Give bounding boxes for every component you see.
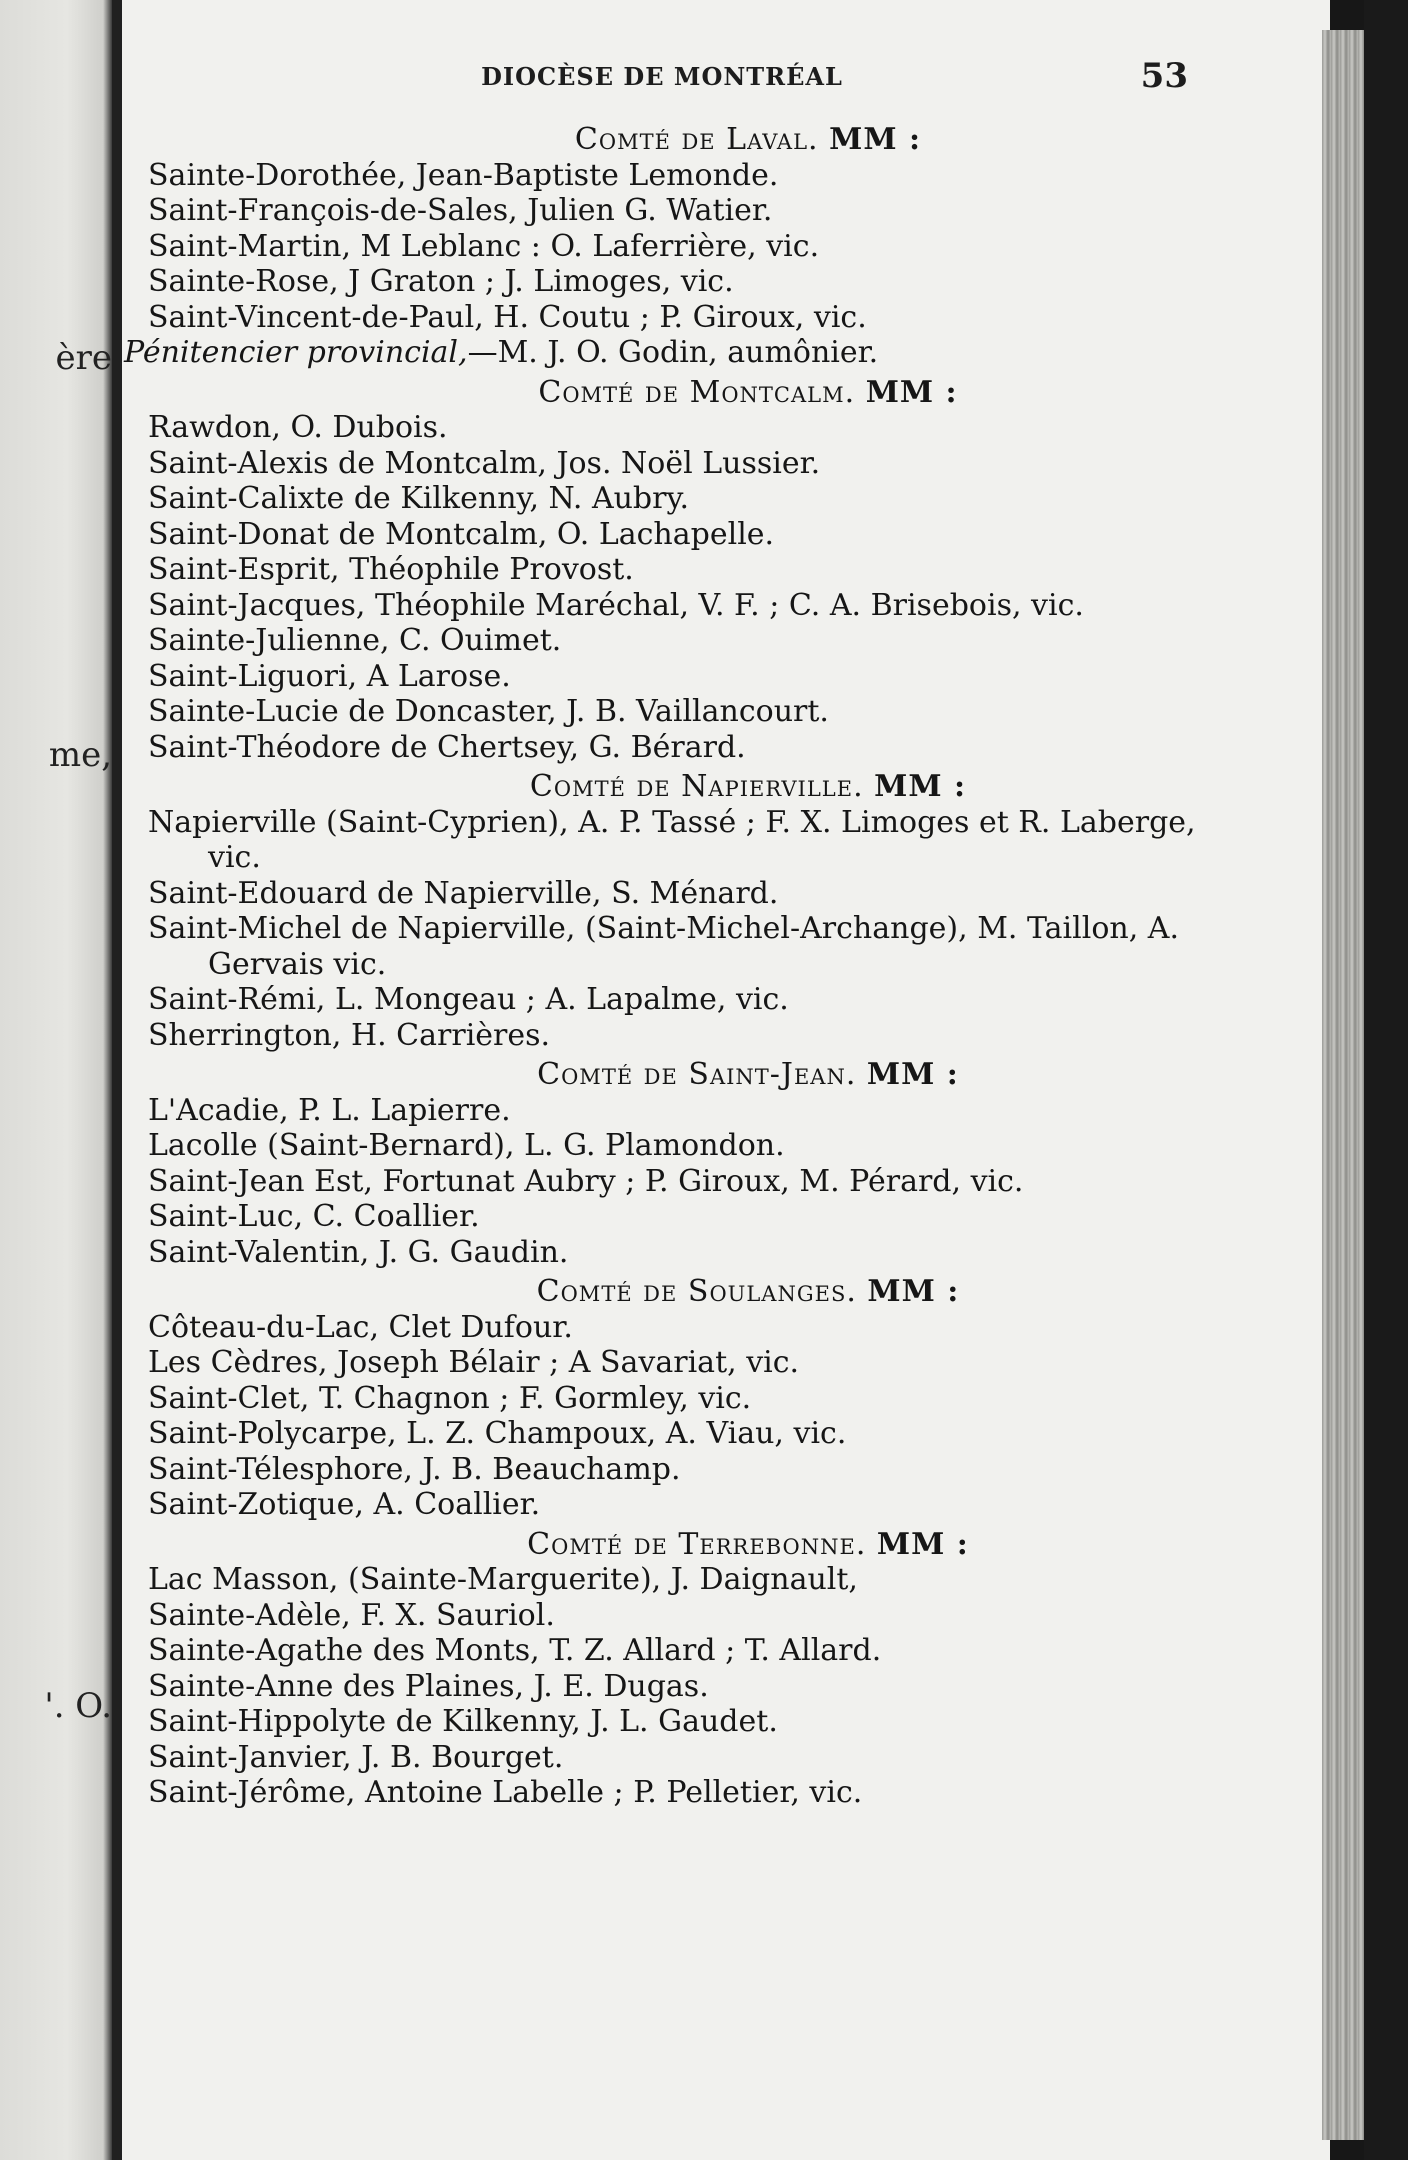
parish-entry: Saint-Jacques, Théophile Maréchal, V. F. ; C. A. Brisebois, vic. (148, 587, 1084, 623)
page-stack-edge (1322, 30, 1364, 2140)
parish-entry: Napierville (Saint-Cyprien), A. P. Tassé ; F. X. Limoges et R. Laberge, vic. (148, 804, 1196, 875)
parish-entry: Saint-Luc, C. Coallier. (148, 1199, 480, 1234)
county-title: Comté de Soulanges. (536, 1274, 857, 1309)
messieurs-abbrev: MM : (829, 122, 922, 157)
county-title: Comté de Montcalm. (538, 374, 856, 410)
parish-entry: Saint-Clet, T. Chagnon ; F. Gormley, vic. (148, 1380, 752, 1416)
facing-page-edge (0, 0, 112, 2160)
scan-background (1364, 0, 1408, 2160)
institution-chaplain: —M. J. O. Godin, aumônier. (467, 335, 879, 370)
parish-entry: Saint-Polycarpe, L. Z. Champoux, A. Viau, vic. (148, 1416, 847, 1451)
parish-entry: Saint-Jérôme, Antoine Labelle ; P. Pelletier, vic. (148, 1775, 863, 1810)
county-heading (148, 375, 1208, 411)
facing-page-text-fragment: me, (48, 735, 112, 775)
parish-entry: Les Cèdres, Joseph Bélair ; A Savariat, vic. (148, 1345, 800, 1380)
messieurs-abbrev: MM : (874, 769, 967, 804)
county-title: Comté de Napierville. (529, 769, 864, 804)
parish-entry: Saint-Hippolyte de Kilkenny, J. L. Gaudet. (148, 1704, 778, 1739)
county-heading (148, 769, 1208, 805)
parish-entry: Saint-François-de-Sales, Julien G. Watier. (148, 193, 773, 228)
parish-entry: Saint-Edouard de Napierville, S. Ménard. (148, 875, 779, 911)
parish-entry: Saint-Jean Est, Fortunat Aubry ; P. Giroux, M. Pérard, vic. (148, 1163, 1024, 1199)
parish-entry: Saint-Vincent-de-Paul, H. Coutu ; P. Giroux, vic. (148, 299, 867, 335)
parish-entry: Sainte-Rose, J Graton ; J. Limoges, vic. (148, 264, 734, 299)
parish-entry: Côteau-du-Lac, Clet Dufour. (148, 1309, 573, 1345)
page-number: 53 (1140, 56, 1188, 96)
parish-entry: Saint-Liguori, A Larose. (148, 658, 511, 694)
parish-entry: Saint-Télesphore, J. B. Beauchamp. (148, 1451, 681, 1487)
county-heading (148, 1527, 1208, 1563)
facing-page-text-fragment: '. O. (44, 1686, 112, 1726)
county-title: Comté de Terrebonne. (527, 1526, 867, 1562)
parish-entry: Saint-Janvier, J. B. Bourget. (148, 1739, 564, 1775)
county-heading (148, 1057, 1208, 1093)
parish-entry: Rawdon, O. Dubois. (148, 410, 448, 445)
parish-entry: Sainte-Dorothée, Jean-Baptiste Lemonde. (148, 157, 779, 193)
parish-entry: Sherrington, H. Carrières. (148, 1017, 551, 1053)
facing-page-text-fragment: ère (55, 338, 112, 378)
parish-entry: Sainte-Agathe des Monts, T. Z. Allard ; T. Allard. (148, 1633, 882, 1668)
parish-entry: Lac Masson, (Sainte-Marguerite), J. Daignault, (148, 1562, 858, 1597)
parish-entry: Saint-Esprit, Théophile Provost. (148, 552, 634, 587)
institution-entry (124, 335, 1208, 371)
institution-name: Pénitencier provincial, (124, 335, 468, 370)
parish-entry: Saint-Calixte de Kilkenny, N. Aubry. (148, 481, 689, 516)
parish-entry: Sainte-Adèle, F. X. Sauriol. (148, 1597, 555, 1633)
county-heading (148, 1274, 1208, 1310)
parish-entry: L'Acadie, P. L. Lapierre. (148, 1092, 511, 1128)
parish-entry: Saint-Alexis de Montcalm, Jos. Noël Lussier. (148, 445, 821, 481)
messieurs-abbrev: MM : (865, 374, 958, 410)
parish-entry: Sainte-Julienne, C. Ouimet. (148, 623, 562, 658)
messieurs-abbrev: MM : (876, 1526, 969, 1562)
parish-directory (124, 118, 1208, 1811)
parish-entry: Saint-Théodore de Chertsey, G. Bérard. (148, 729, 746, 765)
parish-entry: Saint-Rémi, L. Mongeau ; A. Lapalme, vic. (148, 982, 789, 1017)
parish-entry: Lacolle (Saint-Bernard), L. G. Plamondon. (148, 1128, 785, 1163)
parish-entry: Saint-Zotique, A. Coallier. (148, 1487, 541, 1522)
county-heading (148, 122, 1208, 158)
parish-entry: Sainte-Anne des Plaines, J. E. Dugas. (148, 1668, 709, 1704)
book-gutter (112, 0, 122, 2160)
county-title: Comté de Laval. (574, 122, 819, 157)
messieurs-abbrev: MM : (866, 1057, 959, 1092)
parish-entry: Saint-Donat de Montcalm, O. Lachapelle. (148, 516, 775, 552)
parish-entry: Saint-Valentin, J. G. Gaudin. (148, 1234, 569, 1270)
parish-entry: Saint-Martin, M Leblanc : O. Laferrière, vic. (148, 228, 820, 264)
parish-entry: Saint-Michel de Napierville, (Saint-Michel-Archange), M. Taillon, A. Gervais vic. (148, 911, 1179, 982)
messieurs-abbrev: MM : (867, 1274, 960, 1309)
parish-entry: Sainte-Lucie de Doncaster, J. B. Vaillancourt. (148, 694, 829, 729)
county-title: Comté de Saint-Jean. (537, 1057, 857, 1092)
running-head: DIOCÈSE DE MONTRÉAL (481, 62, 843, 91)
